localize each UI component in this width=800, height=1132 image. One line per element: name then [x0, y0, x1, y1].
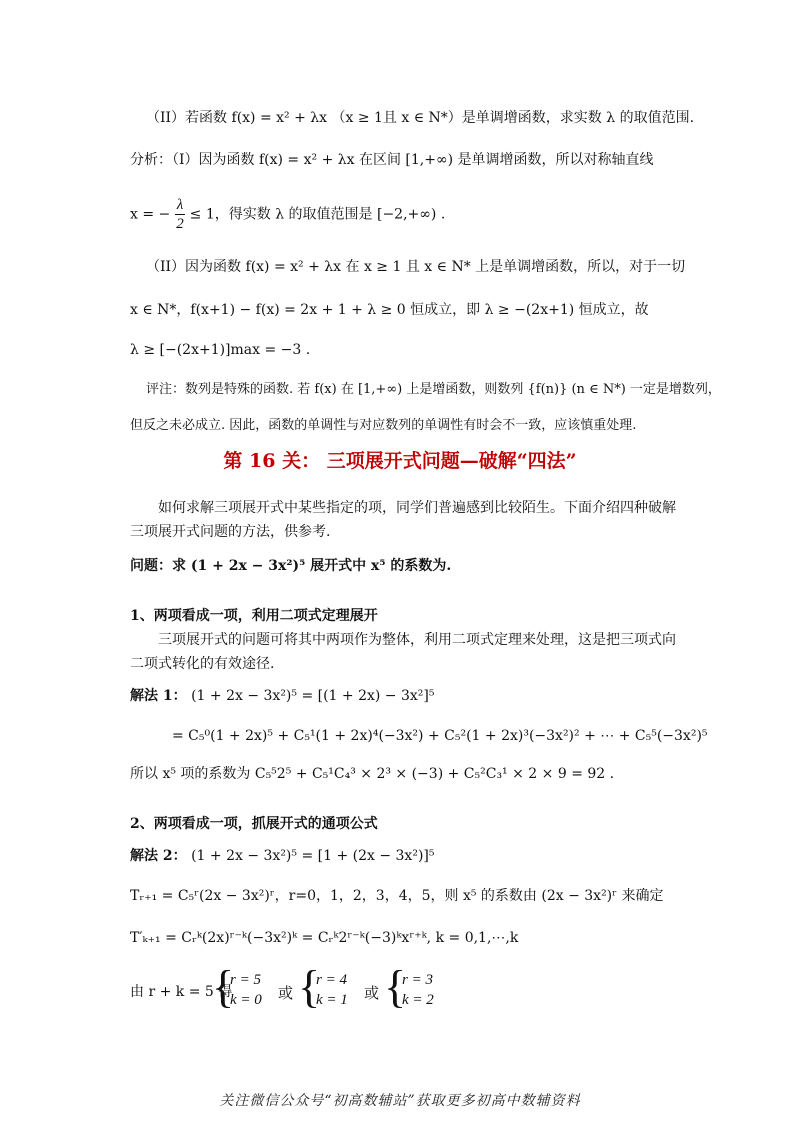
left-brace-3: {	[384, 961, 407, 1012]
solution2-inner-term: T′ₖ₊₁ = Cᵣᵏ(2x)ʳ⁻ᵏ(−3x²)ᵏ = Cᵣᵏ2ʳ⁻ᵏ(−3)ᵏxʳ⁺ᵏ, k = 0,1,⋯,k	[130, 930, 519, 946]
problem-statement: 问题：求 (1 + 2x − 3x²)⁵ 展开式中 x⁵ 的系数为.	[130, 558, 452, 574]
footer-promo: 关注微信公众号“初高数辅站”获取更多初高中数辅资料	[219, 1093, 581, 1109]
analysis-line-1b	[130, 196, 445, 233]
system-3-eq-a: r = 3	[402, 972, 433, 988]
solution1-line	[130, 686, 434, 706]
system-2-eq-b: k = 1	[316, 992, 348, 1008]
solution2-label: 解法 2：	[130, 848, 187, 864]
or-text-1: 或	[278, 986, 294, 1002]
or-text-2: 或	[364, 986, 380, 1002]
part2-question: （II）若函数 f(x) = x² + λx （x ≥ 1且 x ∈ N*）是单调增函数，求实数 λ 的取值范围.	[146, 110, 695, 126]
method2-heading: 2、两项看成一项，抓展开式的通项公式	[130, 816, 378, 832]
system-2-eq-a: r = 4	[316, 972, 347, 988]
system-2	[316, 970, 348, 1010]
analysis-line-1: 分析：（I）因为函数 f(x) = x² + λx 在区间 [1,+∞) 是单调增函数，所以对称轴直线	[130, 152, 654, 168]
section-title: 第 16 关： 三项展开式问题—破解“四法”	[223, 450, 577, 472]
fraction-numerator: λ	[176, 197, 184, 213]
intro-line-2: 三项展开式问题的方法，供参考.	[130, 524, 331, 540]
solution2-general-term: Tᵣ₊₁ = C₅ʳ(2x − 3x²)ʳ，r=0，1，2，3，4，5，则 x⁵ 的系数由 (2x − 3x²)ʳ 来确定	[130, 888, 664, 904]
analysis-1b-post: ≤ 1，得实数 λ 的取值范围是 [−2,+∞) .	[189, 206, 446, 223]
intro-line-1: 如何求解三项展开式中某些指定的项，同学们普遍感到比较陌生。下面介绍四种破解	[158, 500, 676, 516]
left-brace-1: {	[212, 961, 235, 1012]
system-1-eq-a: r = 5	[230, 972, 261, 988]
method1-desc-1: 三项展开式的问题可将其中两项作为整体，利用二项式定理来处理，这是把三项式向	[158, 632, 676, 648]
system-1-eq-b: k = 0	[230, 992, 262, 1008]
solution2-line	[130, 846, 434, 866]
fraction-denominator: 2	[176, 216, 184, 232]
system-3	[402, 970, 434, 1010]
solution1-result: 所以 x⁵ 项的系数为 C₅⁵2⁵ + C₅¹C₄³ × 2³ × (−3) + C₅²C₃¹ × 2 × 9 = 92 .	[130, 766, 615, 782]
analysis-line-2: （II）因为函数 f(x) = x² + λx 在 x ≥ 1 且 x ∈ N* 上是单调增函数，所以，对于一切	[146, 259, 686, 275]
comment-line-2: 但反之未必成立. 因此，函数的单调性与对应数列的单调性有时会不一致，应该慎重处理.	[130, 418, 637, 433]
analysis-line-2c: λ ≥ [−(2x+1)]max = −3 .	[130, 342, 311, 358]
method1-heading: 1、两项看成一项，利用二项式定理展开	[130, 608, 378, 624]
analysis-line-2b: x ∈ N*，f(x+1) − f(x) = 2x + 1 + λ ≥ 0 恒成立，即 λ ≥ −(2x+1) 恒成立，故	[130, 302, 649, 318]
system-3-eq-b: k = 2	[402, 992, 434, 1008]
solution2-equation: (1 + 2x − 3x²)⁵ = [1 + (2x − 3x²)]⁵	[191, 848, 435, 864]
solution1-expansion: = C₅⁰(1 + 2x)⁵ + C₅¹(1 + 2x)⁴(−3x²) + C₅²(1 + 2x)³(−3x²)² + ⋯ + C₅⁵(−3x²)⁵	[172, 728, 708, 744]
lambda-over-two-fraction	[175, 196, 186, 233]
analysis-1b-pre: x = −	[130, 206, 171, 223]
solution1-label: 解法 1：	[130, 688, 187, 704]
system-1	[230, 970, 262, 1010]
left-brace-2: {	[298, 961, 321, 1012]
method1-desc-2: 二项式转化的有效途径.	[130, 656, 275, 672]
solution-systems	[212, 961, 552, 1016]
solution2-condition: 由 r + k = 5 得	[130, 984, 233, 1000]
solution1-equation: (1 + 2x − 3x²)⁵ = [(1 + 2x) − 3x²]⁵	[191, 688, 435, 704]
comment-line-1: 评注：数列是特殊的函数. 若 f(x) 在 [1,+∞) 上是增函数，则数列 {f(n)} (n ∈ N*) 一定是增数列，	[146, 382, 721, 397]
